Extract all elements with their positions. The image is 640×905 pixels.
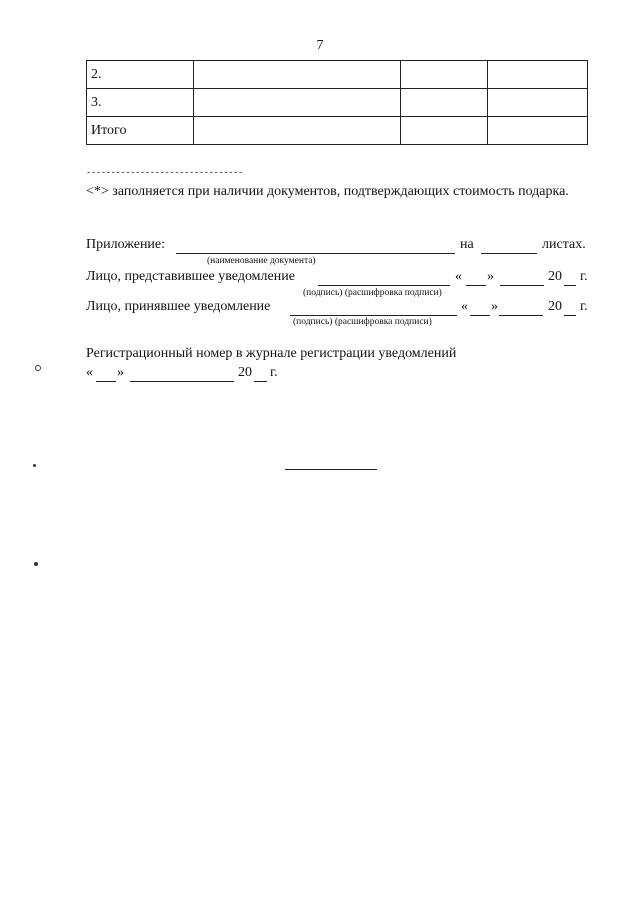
attachment-label: Приложение: [86,237,166,252]
submitted-year: 20 [548,269,562,284]
table-cell [194,61,401,89]
registration-month-line[interactable] [130,381,234,382]
table-cell [401,89,488,117]
received-signature-line[interactable] [290,315,457,316]
page-number: 7 [316,38,324,53]
scan-speck [35,365,41,371]
submitted-month-line[interactable] [500,285,544,286]
received-year-suffix: г. [580,299,588,314]
received-date-open: « [461,299,468,314]
submitted-signature-line[interactable] [318,285,450,286]
submitted-day-line[interactable] [466,285,486,286]
attachment-caption: (наименование документа) [207,256,316,266]
end-separator-line [285,469,377,470]
footnote-text: <*> заполняется при наличии документов, подтверждающих стоимость подарка. [86,184,569,199]
attachment-document-line[interactable] [176,253,455,254]
scan-speck [34,562,38,566]
submitted-caption: (подпись) (расшифровка подписи) [303,288,442,298]
received-year: 20 [548,299,562,314]
scan-speck [33,464,36,467]
submitted-year-suffix: г. [580,269,588,284]
registration-year-suffix: г. [270,365,278,380]
received-date-close: » [491,299,498,314]
received-year-line[interactable] [564,315,576,316]
table-cell [401,61,488,89]
table-row [87,117,588,145]
registration-label: Регистрационный номер в журнале регистрации уведомлений [86,346,457,361]
table-cell [488,61,588,89]
table-cell [401,117,488,145]
attachment-on-label: на [460,237,474,252]
table-cell [194,117,401,145]
received-caption: (подпись) (расшифровка подписи) [293,317,432,327]
attachment-sheets-label: листах. [542,237,586,252]
submitted-label: Лицо, представившее уведомление [86,269,295,284]
registration-day-line[interactable] [96,381,116,382]
table-cell [194,89,401,117]
received-month-line[interactable] [499,315,543,316]
footnote-separator: -------------------------------- [86,168,243,178]
table-row [87,61,588,89]
table-cell: Итого [87,117,194,145]
table-row [87,89,588,117]
table-cell [488,117,588,145]
registration-year-line[interactable] [254,381,267,382]
table-cell [488,89,588,117]
submitted-date-close: » [487,269,494,284]
registration-year: 20 [238,365,252,380]
submitted-date-open: « [455,269,462,284]
table-cell: 3. [87,89,194,117]
attachment-sheets-line[interactable] [481,253,537,254]
received-label: Лицо, принявшее уведомление [86,299,271,314]
received-day-line[interactable] [470,315,490,316]
registration-date-close: » [117,365,124,380]
gift-table [86,60,588,145]
table-cell: 2. [87,61,194,89]
registration-date-open: « [86,365,93,380]
submitted-year-line[interactable] [564,285,576,286]
